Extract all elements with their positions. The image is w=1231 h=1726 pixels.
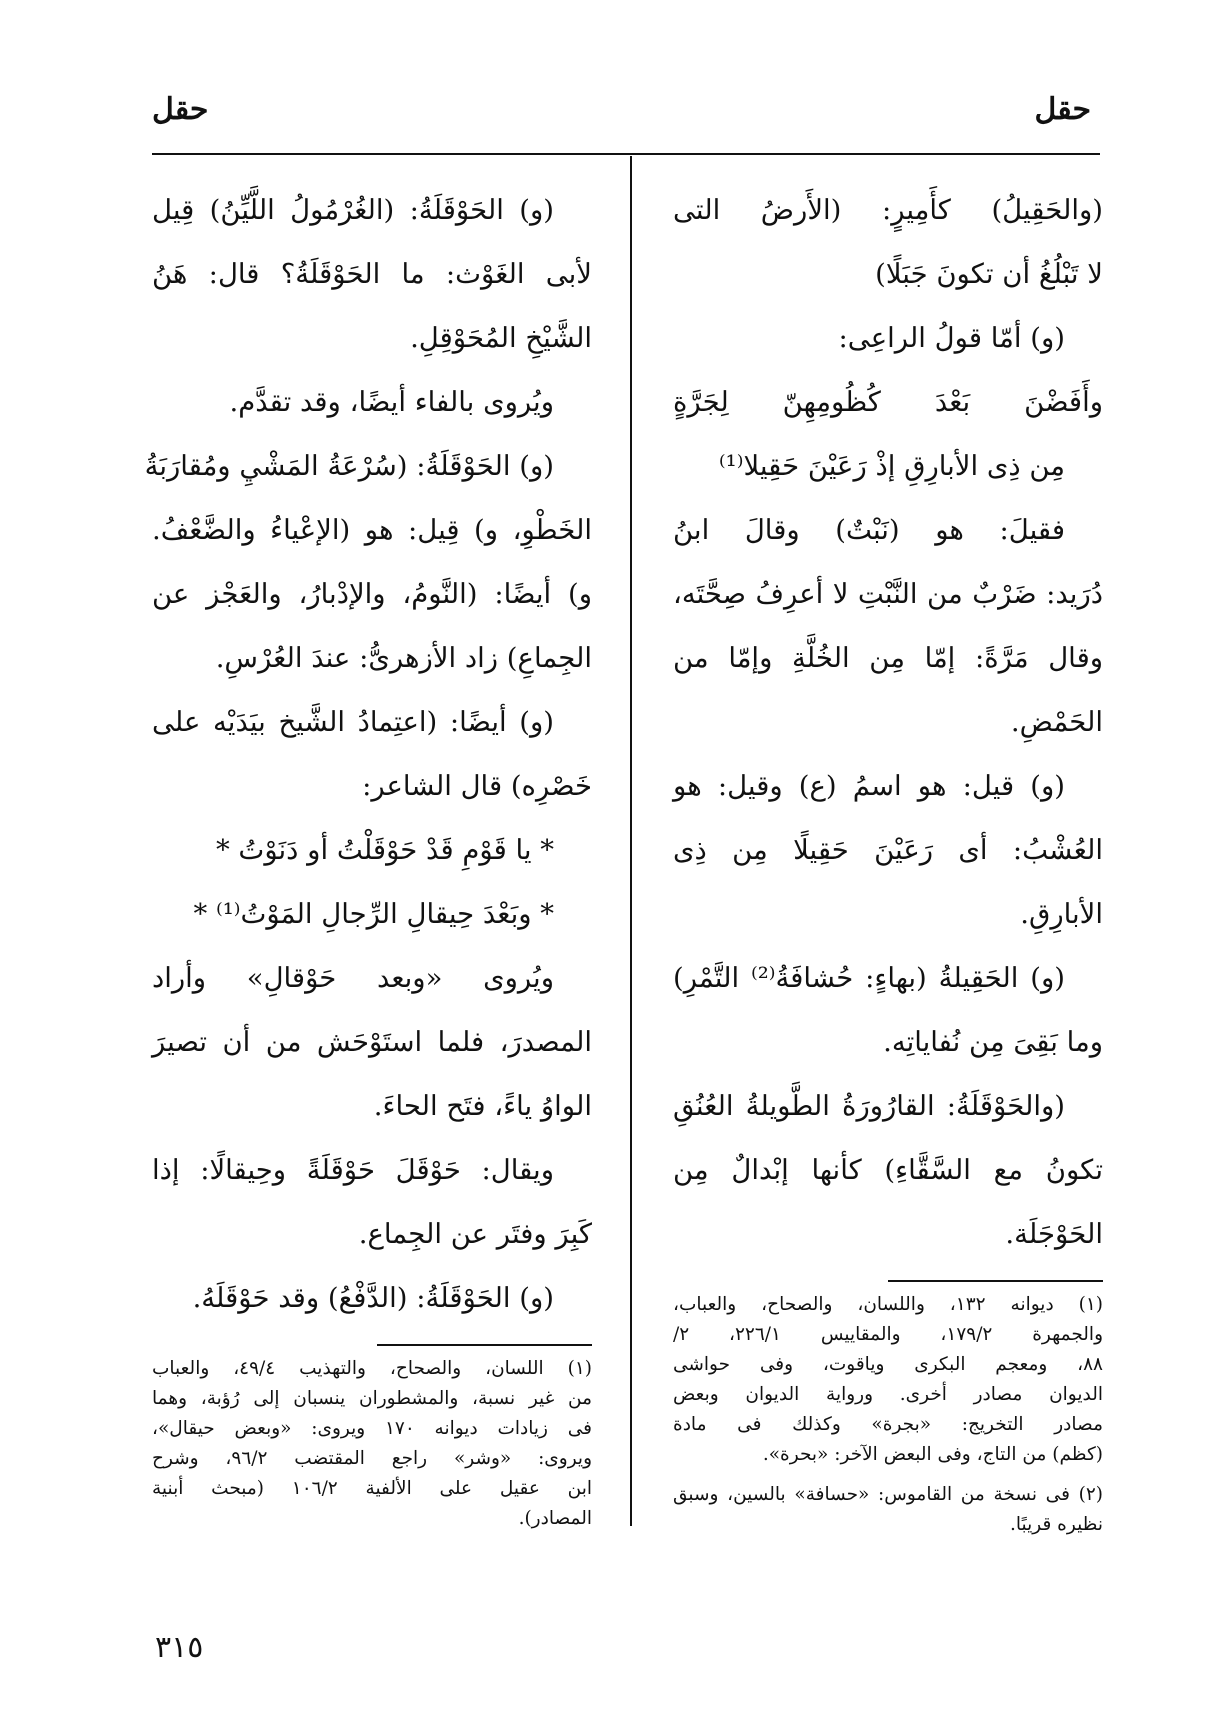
text-line: (و) الحَوْقَلَةُ: (الدَّفْعُ) وقد حَوْقَلَهُ. — [192, 1282, 554, 1314]
verse-line: وأَفَضْنَ بَعْدَ كُظُومِهِنّ لِجَرَّةٍ — [673, 386, 1103, 418]
footnote-line: (١) اللسان، والصحاح، والتهذيب ٤٩/٤، والعباب — [152, 1358, 592, 1379]
text-line: تكونُ مع السَّقَّاءِ) كأنها إبْدالٌ مِن — [673, 1154, 1103, 1186]
footnote-line: (كظم) من التاج، وفى البعض الآخر: «بحرة». — [762, 1444, 1103, 1465]
footnote-line: والجمهرة ١٧٩/٢، والمقاييس ٢٢٦/١، ٢/ — [673, 1324, 1104, 1345]
left-column — [144, 178, 593, 1534]
text-line: (و) الحَقِيلةُ (بهاءٍ: حُشافَةُ⁽²⁾ التَّمْرِ) — [673, 962, 1065, 994]
footnote-line: ٨٨، ومعجم البكرى وياقوت، وفى حواشى — [673, 1354, 1103, 1375]
footnote-rule — [377, 1344, 592, 1346]
text-line: (و) قيل: هو اسمُ (ع) وقيل: هو — [673, 770, 1065, 802]
text-line: الجِماعِ) زاد الأزهرىُّ: عندَ العُرْسِ. — [215, 642, 592, 674]
header-rule — [152, 153, 1100, 155]
text-line: كَبِرَ وفتَر عن الجِماع. — [358, 1218, 592, 1250]
text-line: المصدرَ، فلما استَوْحَش من أن تصيرَ — [152, 1026, 592, 1058]
text-line: لا تَبْلُغُ أن تكونَ جَبَلًا) — [875, 258, 1103, 290]
running-headword-right: حقل — [1034, 92, 1091, 127]
verse-line: * يا قَوْمِ قَدْ حَوْقَلْتُ أو دَنَوْتُ * — [215, 834, 554, 866]
footnote-line: نظيره قريبًا. — [1010, 1514, 1103, 1535]
text-line: (و) أيضًا: (اعتِمادُ الشَّيخ بيَدَيْه على — [152, 706, 554, 738]
verse-line: مِن ذِى الأبارِقِ إذْ رَعَيْنَ حَقِيلا⁽¹⁾ — [718, 450, 1065, 482]
text-line: الأبارِقِ. — [1020, 898, 1103, 930]
footnote-line: مصادر التخريج: «بجرة» وكذلك فى مادة — [673, 1414, 1103, 1435]
text-line: وقال مَرَّةً: إمّا مِن الخُلَّةِ وإمّا من — [673, 642, 1103, 674]
text-line: فقيلَ: هو (نَبْتٌ) وقالَ ابنُ — [673, 514, 1065, 546]
footnote-line: ويروى: «وشر» راجع المقتضب ٩٦/٢، وشرح — [152, 1448, 593, 1469]
text-line: وما بَقِىَ مِن نُفاياتِه. — [883, 1026, 1103, 1058]
text-line: (والحَوْقَلَةُ: القارُورَةُ الطَّويلةُ العُنُقِ — [673, 1090, 1065, 1122]
footnote-line: ابن عقيل على الألفية ١٠٦/٢ (مبحث أبنية — [152, 1478, 593, 1499]
footnote-rule — [888, 1280, 1103, 1282]
right-column — [673, 178, 1103, 1540]
footnote-line: (٢) فى نسخة من القاموس: «حسافة» بالسين، وسبق — [673, 1484, 1103, 1505]
text-line: الواوُ ياءً، فتَح الحاءَ. — [373, 1090, 592, 1122]
running-headword-left: حقل — [152, 92, 209, 127]
verse-line: * وبَعْدَ حِيقالِ الرِّجالِ المَوْتُ⁽¹⁾ * — [193, 898, 554, 930]
column-divider — [630, 156, 632, 1526]
text-line: (والحَقِيلُ) كأَمِيرٍ: (الأَرضُ التى — [673, 194, 1103, 226]
footnote-line: الديوان مصادر أخرى. ورواية الديوان وبعض — [673, 1384, 1103, 1405]
text-line: خَصْرِه) قال الشاعر: — [362, 770, 592, 802]
footnote-line: المصادر). — [518, 1508, 592, 1529]
text-line: (و) أمّا قولُ الراعِى: — [838, 322, 1065, 354]
text-line: الحَمْضِ. — [1010, 706, 1103, 738]
text-line: ويقال: حَوْقَلَ حَوْقَلَةً وحِيقالًا: إذا — [152, 1154, 554, 1186]
text-line: لأبى الغَوْث: ما الحَوْقَلَةُ؟ قال: هَنُ — [152, 258, 592, 290]
footnote-line: فى زيادات ديوانه ١٧٠ ويروى: «وبعض حيقال»، — [152, 1418, 592, 1439]
text-line: ويُروى «وبعد حَوْقالِ» وأراد — [152, 962, 554, 994]
text-line: الخَطْوِ، و) قِيل: هو (الإعْياءُ والضَّعْفُ. — [152, 514, 592, 546]
text-line: (و) الحَوْقَلَةُ: (سُرْعَةُ المَشْيِ ومُقارَبَةُ — [144, 450, 554, 482]
footnote-line: من غير نسبة، والمشطوران ينسبان إلى رُؤبة، وهما — [152, 1388, 592, 1409]
page-number: ٣١٥ — [155, 1630, 204, 1665]
text-line: ويُروى بالفاء أيضًا، وقد تقدَّم. — [229, 386, 554, 418]
footnote-line: (١) ديوانه ١٣٢، واللسان، والصحاح، والعباب، — [673, 1294, 1103, 1315]
text-line: (و) الحَوْقَلَةُ: (الغُرْمُولُ اللَّيِّنُ) قِيل — [152, 194, 554, 226]
text-line: الشَّيْخِ المُحَوْقِلِ. — [410, 322, 592, 354]
text-line: دُرَيد: ضَرْبٌ من النَّبْتِ لا أعرِفُ صِحَّتَه، — [673, 578, 1103, 610]
text-line: الحَوْجَلَة. — [1005, 1218, 1103, 1250]
text-line: العُشْبُ: أى رَعَيْنَ حَقِيلًا مِن ذِى — [673, 834, 1103, 866]
text-line: و) أيضًا: (النَّومُ، والإدْبارُ، والعَجْز عن — [152, 578, 592, 610]
